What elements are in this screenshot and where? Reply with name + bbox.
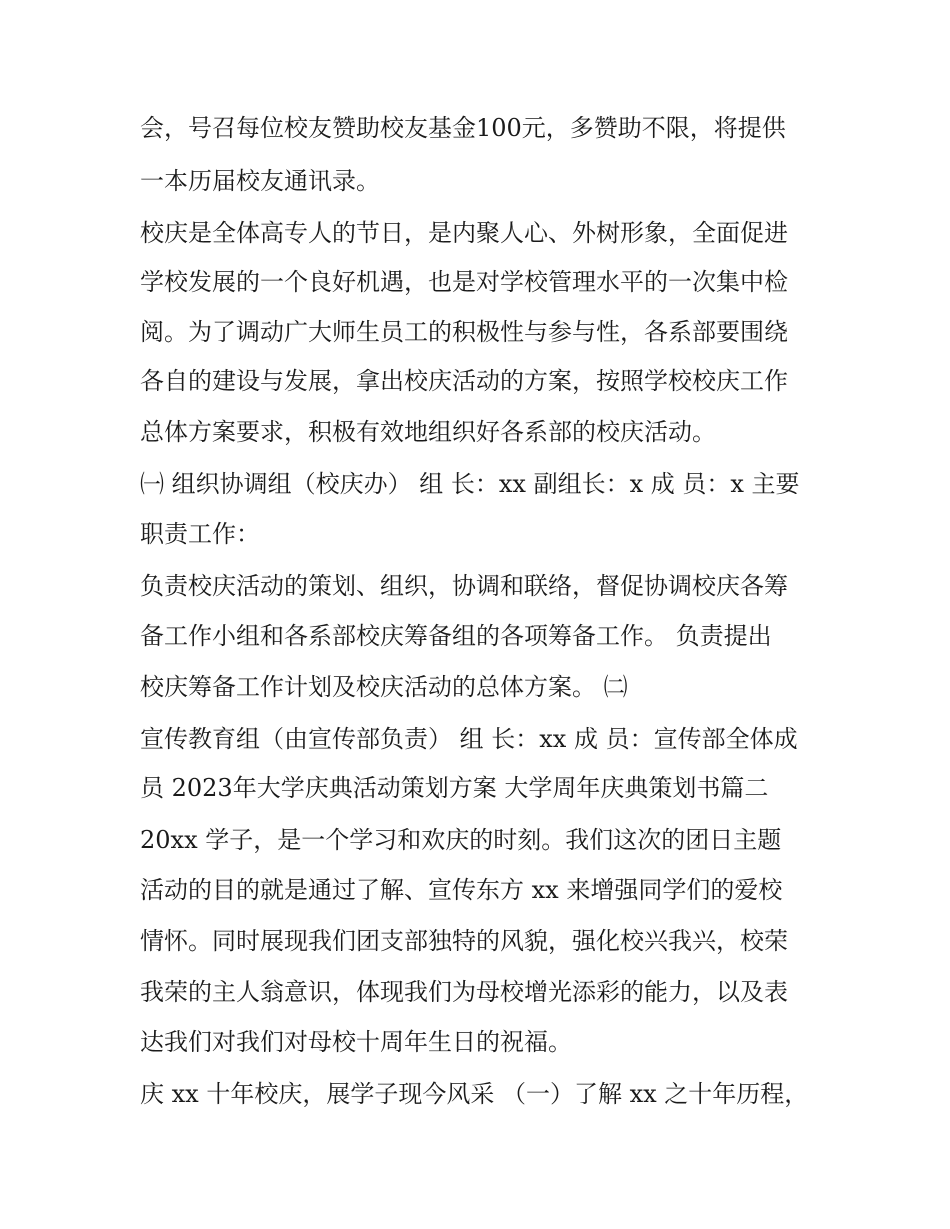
text-line: 达我们对我们对母校十周年生日的祝福。: [140, 1028, 572, 1056]
text-line: 情怀。同时展现我们团支部独特的风貌，强化校兴我兴，校荣: [140, 927, 788, 955]
text-line: 各自的建设与发展，拿出校庆活动的方案，按照学校校庆工作: [140, 367, 788, 395]
text-line: ㈠ 组织协调组（校庆办） 组 长：xx 副组长：x 成 员：x 主要: [140, 470, 800, 498]
text-line: 活动的目的就是通过了解、宣传东方 xx 来增强同学们的爱校: [140, 876, 783, 904]
text-line: 校庆是全体高专人的节日，是内聚人心、外树形象，全面促进: [140, 219, 788, 247]
text-line: 备工作小组和各系部校庆筹备组的各项筹备工作。 负责提出: [140, 622, 772, 650]
text-line: 会，号召每位校友赞助校友基金100元，多赞助不限，将提供: [140, 114, 786, 142]
text-line: 宣传教育组（由宣传部负责） 组 长：xx 成 员：宣传部全体成: [140, 725, 798, 753]
text-line: 庆 xx 十年校庆，展学子现今风采 （一）了解 xx 之十年历程，: [140, 1080, 809, 1108]
text-line: 员 2023年大学庆典活动策划方案 大学周年庆典策划书篇二: [140, 774, 769, 802]
text-line: 校庆筹备工作计划及校庆活动的总体方案。 ㈡: [140, 673, 628, 701]
text-line: 负责校庆活动的策划、组织，协调和联络，督促协调校庆各筹: [140, 572, 788, 600]
text-line: 职责工作：: [140, 520, 260, 548]
text-line: 我荣的主人翁意识，体现我们为母校增光添彩的能力，以及表: [140, 978, 788, 1006]
text-line: 阅。为了调动广大师生员工的积极性与参与性，各系部要围绕: [140, 318, 788, 346]
text-line: 20xx 学子，是一个学习和欢庆的时刻。我们这次的团日主题: [140, 826, 782, 854]
text-line: 一本历届校友通讯录。: [140, 167, 380, 195]
text-line: 学校发展的一个良好机遇，也是对学校管理水平的一次集中检: [140, 268, 788, 296]
text-line: 总体方案要求，积极有效地组织好各系部的校庆活动。: [140, 418, 716, 446]
